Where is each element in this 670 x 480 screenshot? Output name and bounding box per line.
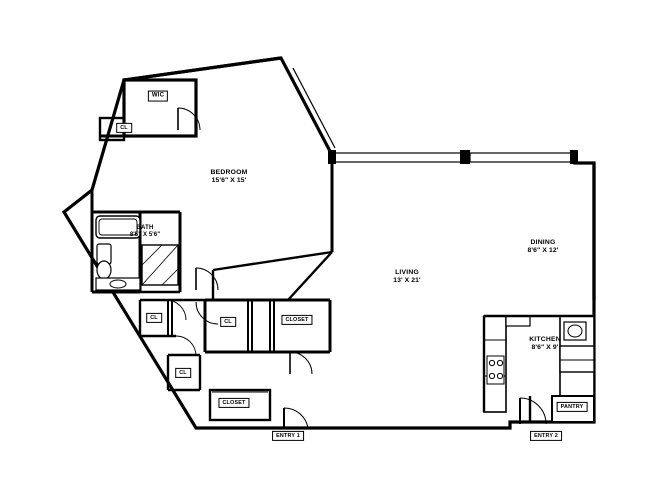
room-name: BEDROOM — [210, 169, 248, 177]
room-name: CL — [150, 314, 158, 321]
entry-name: ENTRY 2 — [534, 432, 558, 439]
room-name: CLOSET — [222, 399, 246, 406]
entry-name: ENTRY 1 — [276, 432, 300, 439]
room-name: PANTRY — [560, 403, 584, 410]
floorplan-walls — [64, 58, 594, 428]
room-name: DINING — [530, 239, 556, 247]
room-name: CL — [179, 369, 187, 376]
room-name: WIC — [151, 92, 165, 99]
room-dimensions: 8'5" X 5'6" — [129, 232, 161, 238]
room-name: CLOSET — [285, 316, 309, 323]
room-dimensions: 15'6" X 15' — [211, 177, 247, 184]
room-name: CL — [120, 124, 128, 131]
room-name: KITCHEN — [529, 336, 561, 344]
room-name: LIVING — [395, 269, 419, 277]
room-dimensions: 13' X 21' — [393, 277, 421, 284]
room-name: CL — [224, 318, 232, 325]
room-name: BATH — [136, 225, 154, 232]
room-dimensions: 8'6" X 9' — [531, 344, 559, 351]
room-dimensions: 8'6" X 12' — [527, 247, 559, 254]
